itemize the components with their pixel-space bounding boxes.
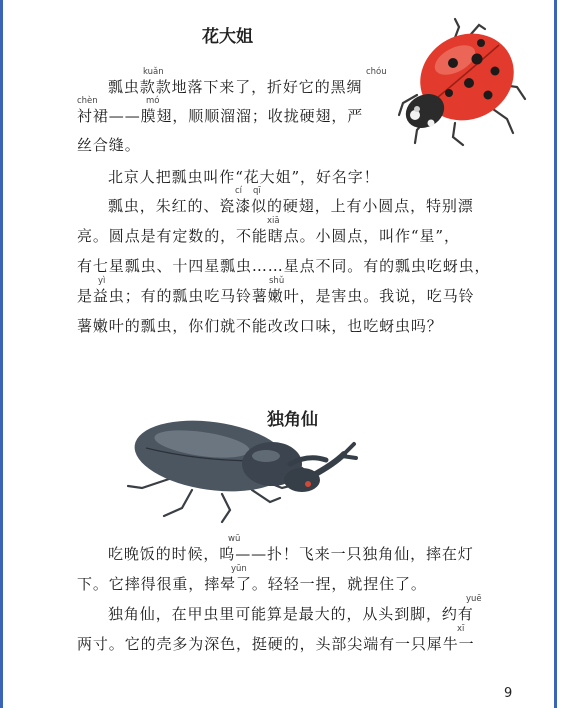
paragraph-line: 有七星瓢虫、十四星瓢虫……星点不同。有的瓢虫吃蚜虫， — [77, 257, 491, 275]
section-title-beetle: 独角仙 — [267, 410, 318, 430]
page-number: 9 — [504, 686, 513, 701]
pinyin-chen: chèn — [77, 96, 98, 106]
paragraph-line: 吃晚饭的时候，呜——扑！飞来一只独角仙，摔在灯 — [108, 545, 474, 563]
ladybug-illustration — [395, 15, 535, 150]
paragraph-line: 亮。圆点是有定数的，不能瞎点。小圆点，叫作“星”， — [77, 227, 460, 245]
page-border-left — [0, 0, 3, 708]
pinyin-yun: yūn — [231, 564, 247, 574]
pinyin-chou: chóu — [366, 67, 387, 77]
paragraph-line: 瓢虫款款地落下来了，折好它的黑绸 — [108, 78, 363, 96]
pinyin-wu: wū — [228, 534, 241, 544]
paragraph-line: 独角仙，在甲虫里可能算是最大的，从头到脚，约有 — [108, 605, 474, 623]
section-title-ladybug: 花大姐 — [202, 27, 253, 47]
paragraph-line: 薯嫩叶的瓢虫，你们就不能改改口味，也吃蚜虫吗？ — [77, 317, 443, 335]
pinyin-kuan: kuǎn — [143, 67, 164, 77]
paragraph-line: 衬裙——膜翅，顺顺溜溜；收拢硬翅，严 — [77, 107, 364, 125]
rhinoceros-beetle-illustration — [112, 398, 372, 528]
pinyin-yue: yuē — [466, 594, 482, 604]
page-border-right — [554, 0, 557, 708]
paragraph-line: 北京人把瓢虫叫作“花大姐”，好名字！ — [108, 168, 380, 186]
pinyin-yi: yì — [98, 276, 106, 286]
pinyin-qi: qī — [253, 186, 261, 196]
paragraph-line: 是益虫；有的瓢虫吃马铃薯嫩叶，是害虫。我说，吃马铃 — [77, 287, 475, 305]
pinyin-xia: xiā — [267, 216, 280, 226]
pinyin-shu: shǔ — [269, 276, 285, 286]
paragraph-line: 瓢虫，朱红的、瓷漆似的硬翅，上有小圆点，特别漂 — [108, 197, 474, 215]
pinyin-xi: xī — [457, 624, 465, 634]
paragraph-line: 两寸。它的壳多为深色，挺硬的，头部尖端有一只犀牛一 — [77, 635, 475, 653]
paragraph-line: 丝合缝。 — [77, 136, 141, 154]
pinyin-mo: mó — [146, 96, 160, 106]
paragraph-line: 下。它摔得很重，摔晕了。轻轻一捏，就捏住了。 — [77, 575, 427, 593]
pinyin-ci: cí — [235, 186, 243, 196]
